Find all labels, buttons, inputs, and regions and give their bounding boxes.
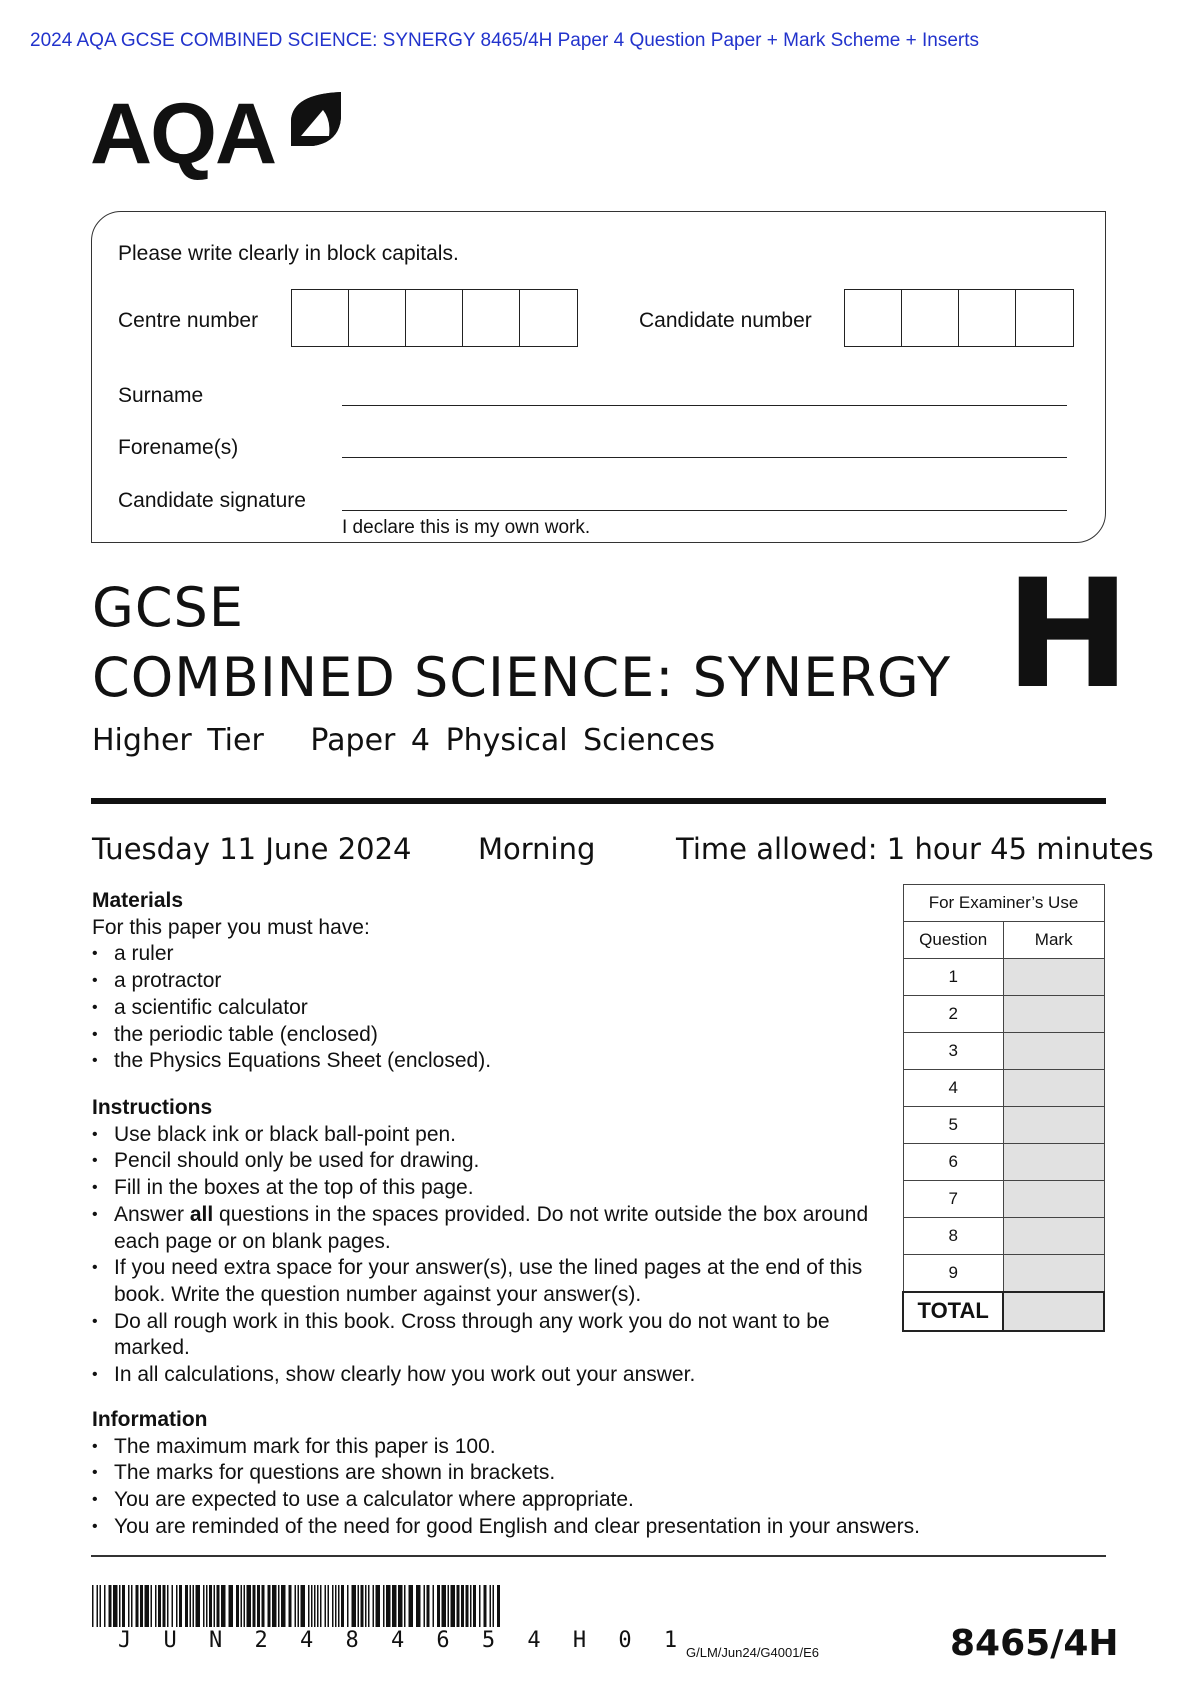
barcode-bar <box>131 1585 133 1627</box>
barcode-bar <box>163 1585 166 1627</box>
table-row <box>903 959 1104 996</box>
barcode-bar <box>241 1585 243 1627</box>
centre-number-label: Centre number <box>118 309 259 332</box>
divider-thin <box>91 1555 1106 1557</box>
materials-heading: Materials <box>92 889 184 912</box>
centre-number-boxes[interactable] <box>291 289 578 347</box>
table-row <box>903 1218 1104 1255</box>
barcode-bar <box>368 1585 370 1627</box>
barcode-bar <box>298 1585 300 1627</box>
examiner-use-table <box>902 884 1105 1332</box>
barcode-bar <box>335 1585 337 1627</box>
barcode-bar <box>473 1585 476 1627</box>
barcode-bar <box>451 1585 456 1627</box>
barcode-bar <box>479 1585 481 1627</box>
mark-cell <box>1003 1181 1104 1218</box>
barcode-bar <box>185 1585 188 1627</box>
barcode-bar <box>470 1585 472 1627</box>
barcode-bar <box>179 1585 182 1627</box>
barcode-bar <box>437 1585 440 1627</box>
barcode-bar <box>461 1585 464 1627</box>
barcode-bar <box>272 1585 277 1627</box>
barcode-bar <box>229 1585 234 1627</box>
barcode-bar <box>376 1585 381 1627</box>
list-item: • In all calculations, show clearly how you work out your answer. <box>92 1362 872 1389</box>
barcode-bar <box>352 1585 357 1627</box>
mark-cell <box>1003 996 1104 1033</box>
aqa-leaf-logo-icon <box>287 90 341 146</box>
barcode-bar <box>365 1585 367 1627</box>
instructions-heading: Instructions <box>92 1096 213 1119</box>
barcode-bar <box>151 1585 153 1627</box>
signature-line[interactable] <box>342 510 1067 511</box>
mark-cell <box>1003 1033 1104 1070</box>
information-list <box>92 1434 920 1541</box>
materials-section <box>92 888 491 1075</box>
instructions-section <box>92 1095 872 1389</box>
list-item <box>92 1202 872 1255</box>
forenames-label: Forename(s) <box>118 436 239 459</box>
qualification-title: GCSE <box>92 576 244 639</box>
barcode-bar <box>113 1585 118 1627</box>
barcode-bar <box>328 1585 330 1627</box>
barcode-bar <box>104 1585 106 1627</box>
barcode-bar <box>167 1585 169 1627</box>
signature-label: Candidate signature <box>118 489 306 512</box>
centre-number-digit-box[interactable] <box>349 290 406 346</box>
centre-number-digit-box[interactable] <box>406 290 463 346</box>
barcode-bar <box>158 1585 161 1627</box>
barcode-bar <box>109 1585 112 1627</box>
surname-label: Surname <box>118 384 204 407</box>
list-item: • Fill in the boxes at the top of this page. <box>92 1175 872 1202</box>
header-link[interactable]: 2024 AQA GCSE COMBINED SCIENCE: SYNERGY 8465/4H Paper 4 Question Paper + Mark Scheme + Inserts <box>30 30 980 51</box>
barcode-image <box>92 1585 502 1627</box>
question-number: 3 <box>903 1033 1003 1070</box>
list-item-text: Answer <box>114 1202 190 1226</box>
centre-number-digit-box[interactable] <box>292 290 349 346</box>
barcode-bar <box>97 1585 99 1627</box>
table-row <box>903 1181 1104 1218</box>
barcode-bar <box>361 1585 364 1627</box>
materials-list <box>92 941 491 1075</box>
question-number: 9 <box>903 1255 1003 1292</box>
barcode-bar <box>416 1585 421 1627</box>
barcode-bar <box>373 1585 375 1627</box>
candidate-details-box <box>91 211 1106 543</box>
subject-title: COMBINED SCIENCE: SYNERGY <box>92 646 952 709</box>
aqa-logo <box>90 88 360 180</box>
list-item: • The maximum mark for this paper is 100. <box>92 1434 920 1461</box>
mark-cell <box>1003 1070 1104 1107</box>
barcode-bar <box>244 1585 246 1627</box>
mark-cell <box>1003 1255 1104 1292</box>
barcode-bar <box>217 1585 220 1627</box>
paper-number: Paper 4 <box>310 723 431 758</box>
barcode-bar <box>203 1585 205 1627</box>
barcode-bar <box>295 1585 297 1627</box>
question-number: 6 <box>903 1144 1003 1181</box>
barcode-bar <box>358 1585 360 1627</box>
list-item: • The marks for questions are shown in brackets. <box>92 1460 920 1487</box>
mark-column-header: Mark <box>1003 922 1104 959</box>
materials-intro: For this paper you must have: <box>92 915 370 939</box>
table-row <box>903 1255 1104 1292</box>
question-number: 5 <box>903 1107 1003 1144</box>
tier-text: Higher Tier <box>92 723 264 758</box>
exam-date: Tuesday 11 June 2024 <box>92 832 412 866</box>
barcode-bar <box>398 1585 403 1627</box>
document-reference: G/LM/Jun24/G4001/E6 <box>686 1645 819 1660</box>
question-number: 2 <box>903 996 1003 1033</box>
barcode-bar <box>128 1585 130 1627</box>
instructions-list <box>92 1122 872 1389</box>
centre-number-digit-box[interactable] <box>463 290 520 346</box>
table-row <box>903 1107 1104 1144</box>
barcode-bar <box>325 1585 327 1627</box>
barcode-bar <box>206 1585 208 1627</box>
table-row <box>903 1070 1104 1107</box>
list-item: • If you need extra space for your answer(s), use the lined pages at the end of this book. Write the question number against your answer(s). <box>92 1255 872 1308</box>
barcode-bar <box>221 1585 226 1627</box>
barcode-bar <box>448 1585 450 1627</box>
barcode-bar <box>332 1585 334 1627</box>
candidate-number-digit-box[interactable] <box>902 290 959 346</box>
component-name: Physical Sciences <box>445 723 716 758</box>
barcode-bar <box>196 1585 201 1627</box>
mark-cell <box>1003 1218 1104 1255</box>
barcode-bar <box>427 1585 430 1627</box>
list-item-text: questions in the spaces provided. Do not write outside the box around each page or on blank pages. <box>114 1202 869 1253</box>
total-mark-cell <box>1003 1292 1104 1331</box>
surname-line[interactable] <box>342 405 1067 406</box>
barcode-bar <box>490 1585 492 1627</box>
candidate-number-digit-box[interactable] <box>959 290 1016 346</box>
barcode-bar <box>281 1585 286 1627</box>
barcode-bar <box>457 1585 460 1627</box>
barcode-bar <box>484 1585 487 1627</box>
information-heading: Information <box>92 1408 208 1431</box>
barcode-bar <box>119 1585 121 1627</box>
barcode-bar <box>268 1585 271 1627</box>
barcode-text: J U N 2 4 8 4 6 5 4 H 0 1 <box>118 1628 687 1653</box>
barcode-bar <box>253 1585 256 1627</box>
list-item: • a ruler <box>92 941 491 968</box>
barcode-bar <box>308 1585 310 1627</box>
barcode-bar <box>214 1585 216 1627</box>
barcode-bar <box>404 1585 406 1627</box>
barcode-bar <box>257 1585 260 1627</box>
question-column-header: Question <box>903 922 1003 959</box>
barcode-bar <box>172 1585 174 1627</box>
barcode-bar <box>314 1585 316 1627</box>
barcode-bar <box>190 1585 192 1627</box>
barcode-bar <box>392 1585 397 1627</box>
table-row <box>903 1033 1104 1070</box>
tier-letter: H <box>1005 548 1131 722</box>
barcode-bar <box>145 1585 150 1627</box>
block-capitals-instruction: Please write clearly in block capitals. <box>118 242 459 265</box>
candidate-number-digit-box[interactable] <box>1016 290 1073 346</box>
barcode-bar <box>140 1585 143 1627</box>
total-row <box>903 1292 1104 1331</box>
question-number: 1 <box>903 959 1003 996</box>
paper-code: 8465/4H <box>950 1623 1119 1664</box>
barcode-bar <box>338 1585 340 1627</box>
barcode-bar <box>466 1585 469 1627</box>
paper-subtitle <box>92 723 715 758</box>
barcode-bar <box>311 1585 313 1627</box>
barcode-bar <box>341 1585 344 1627</box>
barcode-bar <box>442 1585 447 1627</box>
time-allowed: Time allowed: 1 hour 45 minutes <box>676 832 1154 866</box>
barcode-bar <box>155 1585 157 1627</box>
total-label: TOTAL <box>903 1292 1003 1331</box>
examiner-table-title: For Examiner’s Use <box>903 885 1104 922</box>
barcode-bar <box>433 1585 435 1627</box>
barcode-bar <box>317 1585 319 1627</box>
exam-session: Morning <box>478 832 596 866</box>
list-item: • the Physics Equations Sheet (enclosed). <box>92 1048 491 1075</box>
candidate-number-label: Candidate number <box>639 309 812 332</box>
forenames-line[interactable] <box>342 457 1067 458</box>
logo-text: AQA <box>90 86 276 182</box>
candidate-number-boxes[interactable] <box>844 289 1074 347</box>
barcode-bar <box>301 1585 306 1627</box>
divider-thick <box>91 798 1106 804</box>
barcode-bar <box>236 1585 239 1627</box>
list-item: • a protractor <box>92 968 491 995</box>
mark-cell <box>1003 1107 1104 1144</box>
barcode-bar <box>209 1585 212 1627</box>
mark-cell <box>1003 959 1104 996</box>
table-row <box>903 996 1104 1033</box>
barcode-bar <box>409 1585 414 1627</box>
barcode-bar <box>278 1585 280 1627</box>
barcode-bar <box>193 1585 195 1627</box>
barcode-bar <box>320 1585 322 1627</box>
mark-cell <box>1003 1144 1104 1181</box>
list-item: • Use black ink or black ball-point pen. <box>92 1122 872 1149</box>
declaration-text: I declare this is my own work. <box>342 517 591 538</box>
barcode-bar <box>424 1585 426 1627</box>
barcode-bar <box>383 1585 385 1627</box>
list-item-emphasis: all <box>189 1202 214 1226</box>
centre-number-digit-box[interactable] <box>520 290 577 346</box>
list-item: • Pencil should only be used for drawing. <box>92 1148 872 1175</box>
barcode-bar <box>386 1585 391 1627</box>
list-item: • a scientific calculator <box>92 995 491 1022</box>
question-number: 4 <box>903 1070 1003 1107</box>
barcode-bar <box>100 1585 102 1627</box>
barcode-bar <box>262 1585 265 1627</box>
question-number: 8 <box>903 1218 1003 1255</box>
barcode-bar <box>493 1585 495 1627</box>
barcode-bar <box>289 1585 292 1627</box>
list-item: • Do all rough work in this book. Cross through any work you do not want to be marked. <box>92 1309 872 1362</box>
barcode-bar <box>92 1585 94 1627</box>
barcode-bar <box>176 1585 178 1627</box>
question-number: 7 <box>903 1181 1003 1218</box>
candidate-number-digit-box[interactable] <box>845 290 902 346</box>
barcode-bar <box>247 1585 252 1627</box>
barcode-bar <box>497 1585 500 1627</box>
barcode-bar <box>347 1585 349 1627</box>
list-item: • the periodic table (enclosed) <box>92 1022 491 1049</box>
information-section <box>92 1407 920 1541</box>
table-row <box>903 1144 1104 1181</box>
barcode-bar <box>122 1585 125 1627</box>
barcode-bar <box>136 1585 139 1627</box>
list-item: • You are reminded of the need for good English and clear presentation in your answers. <box>92 1514 920 1541</box>
list-item: • You are expected to use a calculator where appropriate. <box>92 1487 920 1514</box>
